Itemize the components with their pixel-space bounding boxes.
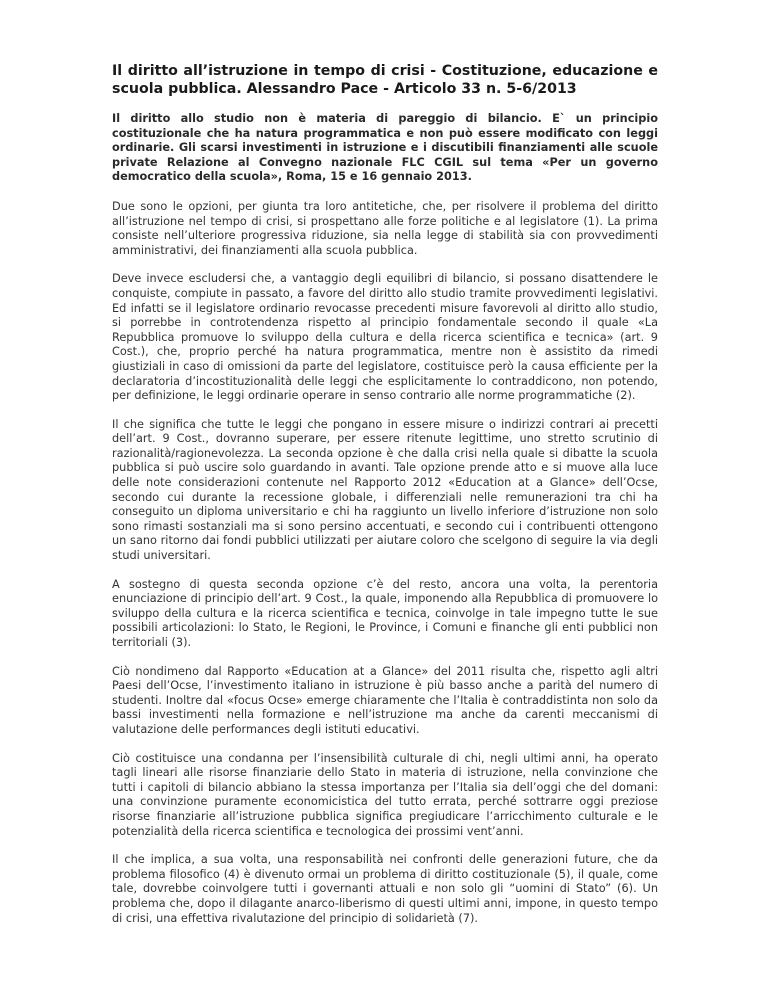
document-title: Il diritto all’istruzione in tempo di crisi - Costituzione, educazione e scuola pubblica. Alessandro Pace - Articolo 33 n. 5-6/2013 xyxy=(112,63,658,97)
document-body xyxy=(112,112,658,940)
body-paragraph: Deve invece escludersi che, a vantaggio degli equilibri di bilancio, si possano disattendere le conquiste, compiute in passato, a favore del diritto allo studio tramite provvedimenti legislativi. Ed infatti se il legislatore ordinario revocasse precedenti misure favorevoli al diritto allo studio, si porrebbe in controtendenza rispetto al principio fondamentale secondo il quale «La Repubblica promuove lo sviluppo della cultura e della ricerca scientifica e tecnica» (art. 9 Cost.), che, proprio perché ha natura programmatica, mentre non è assistito da rimedi giustiziali in caso di omissioni da parte del legislatore, costituisce però la causa efficiente per la declaratoria d’incostituzionalità delle leggi che esplicitamente lo contraddicono, non potendo, per definizione, le leggi ordinarie operare in senso contrario alle norme programmatiche (2). xyxy=(112,272,658,403)
body-paragraph: Il che significa che tutte le leggi che pongano in essere misure o indirizzi contrari ai precetti dell’art. 9 Cost., dovranno superare, per essere ritenute legittime, uno stretto scrutinio di razionalità/ragionevolezza. La seconda opzione è che dalla crisi nella quale si dibatte la scuola pubblica si può uscire solo guardando in avanti. Tale opzione prende atto e si muove alla luce delle note considerazioni contenute nel Rapporto 2012 «Education at a Glance» dell’Ocse, secondo cui durante la recessione globale, i differenziali nelle remunerazioni tra chi ha conseguito un diploma universitario e chi ha raggiunto un livello inferiore d’istruzione non solo sono rimasti sostanziali ma si sono persino accentuati, e secondo cui i contribuenti ottengono un sano ritorno dai fondi pubblici utilizzati per aiutare coloro che scelgono di seguire la via degli studi universitari. xyxy=(112,417,658,563)
body-paragraph: A sostegno di questa seconda opzione c’è del resto, ancora una volta, la perentoria enunciazione di principio dell’art. 9 Cost., la quale, imponendo alla Repubblica di promuovere lo sviluppo della cultura e la ricerca scientifica e tecnica, coinvolge in tale impegno tutte le sue possibili articolazioni: lo Stato, le Regioni, le Province, i Comuni e finanche gli enti pubblici non territoriali (3). xyxy=(112,577,658,649)
lead-paragraph: Il diritto allo studio non è materia di pareggio di bilancio. E` un principio costituzionale che ha natura programmatica e non può essere modificato con leggi ordinarie. Gli scarsi investimenti in istruzione e i discutibili finanziamenti alle scuole private Relazione al Convegno nazionale FLC CGIL sul tema «Per un governo democratico della scuola», Roma, 15 e 16 gennaio 2013. xyxy=(112,112,658,184)
body-paragraph: Il che implica, a sua volta, una responsabilità nei confronti delle generazioni future, che da problema filosofico (4) è divenuto ormai un problema di diritto costituzionale (5), il quale, come tale, dovrebbe coinvolgere tutti i governanti attuali e non solo gli “uomini di Stato” (6). Un problema che, dopo il dilagante anarco-liberismo di questi ultimi anni, impone, in questo tempo di crisi, una effettiva rivalutazione del principio di solidarietà (7). xyxy=(112,853,658,925)
body-paragraph: Ciò costituisce una condanna per l’insensibilità culturale di chi, negli ultimi anni, ha operato tagli lineari alle risorse finanziarie dello Stato in materia di istruzione, nella convinzione che tutti i capitoli di bilancio abbiano la stessa importanza per l’Italia sia dell’oggi che del domani: una convinzione puramente economicistica del tutto errata, perché sottrarre oggi preziose risorse finanziarie all’istruzione pubblica significa pregiudicare l’arricchimento culturale e le potenzialità della ricerca scientifica e tecnologica dei prossimi vent’anni. xyxy=(112,751,658,838)
body-paragraph: Ciò nondimeno dal Rapporto «Education at a Glance» del 2011 risulta che, rispetto agli altri Paesi dell’Ocse, l’investimento italiano in istruzione è più basso anche a parità del numero di studenti. Inoltre dal «focus Ocse» emerge chiaramente che l’Italia è contraddistinta non solo da bassi investimenti nella formazione e nell’istruzione ma anche da carenti meccanismi di valutazione delle performances degli istituti educativi. xyxy=(112,664,658,736)
body-paragraph: Due sono le opzioni, per giunta tra loro antitetiche, che, per risolvere il problema del diritto all’istruzione nel tempo di crisi, si prospettano alle forze politiche e al legislatore (1). La prima consiste nell’ulteriore progressiva riduzione, sia nella legge di stabilità sia con provvedimenti amministrativi, dei finanziamenti alla scuola pubblica. xyxy=(112,199,658,257)
